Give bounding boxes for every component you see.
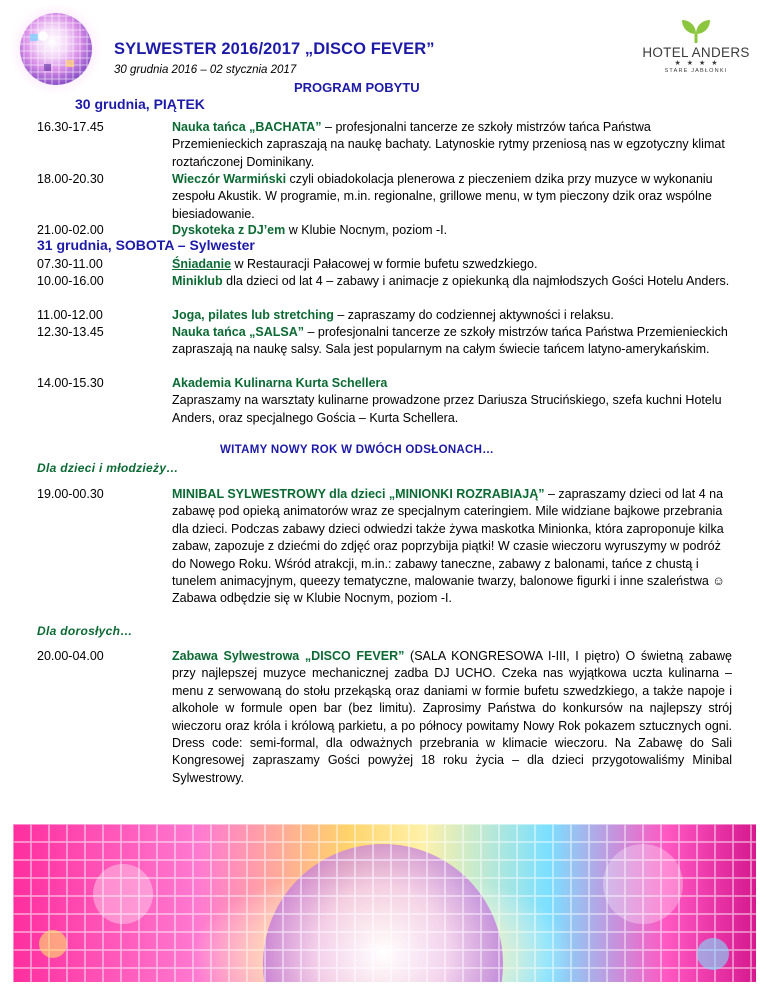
- schedule-row: [37, 307, 731, 325]
- schedule-row: [37, 119, 731, 171]
- event-name: Joga, pilates lub stretching: [172, 308, 334, 322]
- event-time: 14.00-15.30: [37, 376, 104, 390]
- event-text: czyli obiadokolacja plenerowa z pieczeniem dzika przy muzyce w wykonaniu zespołu Akustik. W programie, m.in. regionalne, grillowe menu, w tym pieczony dzik oraz wspólne biesiadowanie.: [172, 172, 713, 221]
- event-text: – profesjonalni tancerze ze szkoły mistrzów tańca Państwa Przemienieckich zapraszają na naukę bachaty. Latynoskie rytmy przeniosą nas w egzotyczny klimat roztańczonej Dominikany.: [172, 120, 725, 169]
- schedule-row: [37, 171, 731, 223]
- disco-banner-image: [13, 824, 756, 982]
- event-title: SYLWESTER 2016/2017 „DISCO FEVER”: [114, 40, 435, 58]
- schedule-row: [37, 375, 731, 427]
- event-text: – zapraszamy do codziennej aktywności i relaksu.: [333, 308, 614, 322]
- schedule-row: [37, 273, 731, 308]
- event-name: Miniklub: [172, 274, 223, 288]
- event-time: 18.00-20.30: [37, 172, 104, 186]
- schedule-row: [37, 324, 731, 376]
- event-description: [172, 222, 732, 239]
- event-name: Śniadanie: [172, 257, 232, 271]
- event-name: Dyskoteka z DJ’em: [172, 223, 286, 237]
- day-heading-31-december: 31 grudnia, SOBOTA – Sylwester: [37, 237, 255, 253]
- event-name: Wieczór Warmiński: [172, 172, 287, 186]
- event-description: [172, 273, 732, 290]
- event-time: 21.00-02.00: [37, 223, 104, 237]
- event-text: w Klubie Nocnym, poziom -I.: [285, 223, 448, 237]
- schedule-row: [37, 648, 731, 804]
- audience-label-adults: Dla dorosłych…: [37, 624, 133, 638]
- event-text: – profesjonalni tancerze ze szkoły mistrzów tańca Państwa Przemienieckich zapraszają na naukę salsy. Sala jest popularnym na całym świecie tańcem latyno-amerykańskim.: [172, 325, 728, 357]
- event-text: (SALA KONGRESOWA I-III, I piętro) O świetną zabawę przy najlepszej muzyce mechanicznej zadba DJ UCHO. Czeka nas wyjątkowa uczta kulinarna – menu z serwowaną do stołu przekąską oraz daniami w formie bufetu szwedzkiego, a także napoje i alkohole w formule open bar (bez limitu). Zaprosimy Państwa do konkursów na najlepszy strój wieczoru oraz króla i królową parkietu, a po północy powitamy Nowy Rok pokazem sztucznych ogni. Dress code: semi-formal, dla odważnych przebrania w klimacie wieczoru. Na Zabawę do Sali Kongresowej zapraszamy Gości powyżej 18 roku życia – dla dzieci przygotowaliśmy Minibal Sylwestrowy.: [172, 649, 732, 785]
- event-description: [172, 486, 732, 608]
- event-description: [172, 171, 732, 223]
- event-description: [172, 119, 732, 171]
- event-name: Nauka tańca „BACHATA”: [172, 120, 322, 134]
- day-heading-30-december: 30 grudnia, PIĄTEK: [75, 96, 205, 112]
- event-name: MINIBAL SYLWESTROWY dla dzieci „MINIONKI ROZRABIAJĄ”: [172, 487, 545, 501]
- event-time: 07.30-11.00: [37, 257, 103, 271]
- event-text: dla dzieci od lat 4 – zabawy i animacje z opiekunką dla najmłodszych Gości Hotelu Anders.: [222, 274, 730, 288]
- event-description: [172, 648, 732, 787]
- event-time: 20.00-04.00: [37, 649, 104, 663]
- hotel-leaf-icon: [676, 18, 716, 44]
- event-text: Zapraszamy na warsztaty kulinarne prowadzone przez Dariusza Strucińskiego, szefa kuchni Hotelu Anders, oraz specjalnego Gościa – Kurta Schellera.: [172, 393, 722, 425]
- hotel-logo: [636, 18, 756, 80]
- event-name: Akademia Kulinarna Kurta Schellera: [172, 376, 388, 390]
- event-name: Nauka tańca „SALSA”: [172, 325, 304, 339]
- event-time: 10.00-16.00: [37, 274, 104, 288]
- schedule-row: [37, 486, 731, 624]
- event-time: 12.30-13.45: [37, 325, 104, 339]
- event-time: 19.00-00.30: [37, 487, 104, 501]
- event-dates: 30 grudnia 2016 – 02 stycznia 2017: [114, 64, 297, 76]
- event-description: [172, 307, 732, 324]
- program-title: PROGRAM POBYTU: [294, 80, 420, 95]
- event-time: 16.30-17.45: [37, 120, 104, 134]
- event-text: – zapraszamy dzieci od lat 4 na zabawę pod opieką animatorów wraz ze specjalnym cateringiem. Mile widziane bajkowe przebrania dla dzieci. Podczas zabawy dzieci odwiedzi także żywa maskotka Minionka, która zaproponuje kilka zabaw, zapozuje z dziećmi do zdjęć oraz poprzybija piątki! W czasie wieczoru wyruszymy w podróż do Nowego Roku. Wśród atrakcji, m.in.: zabawy taneczne, zabawy z balonami, tańce z chustą i tunelem animacyjnym, queezy tematyczne, malowanie twarzy, balonowe figurki i inne szaleństwa ☺ Zabawa odbędzie się w Klubie Nocnym, poziom -I.: [172, 487, 726, 606]
- event-description: [172, 324, 732, 359]
- hotel-stars: ★★★★: [674, 60, 724, 67]
- hotel-name: HOTEL ANDERS: [642, 45, 750, 60]
- welcome-heading: WITAMY NOWY ROK W DWÓCH ODSŁONACH…: [220, 444, 495, 456]
- schedule-row: [37, 256, 731, 274]
- event-text: w Restauracji Pałacowej w formie bufetu szwedzkiego.: [231, 257, 538, 271]
- event-name: Zabawa Sylwestrowa „DISCO FEVER”: [172, 649, 405, 663]
- event-time: 11.00-12.00: [37, 308, 103, 322]
- event-description: [172, 256, 732, 273]
- event-description: [172, 375, 732, 427]
- disco-ball-image: [10, 2, 102, 96]
- audience-label-kids: Dla dzieci i młodzieży…: [37, 461, 179, 475]
- hotel-place: STARE JABŁONKI: [664, 68, 728, 74]
